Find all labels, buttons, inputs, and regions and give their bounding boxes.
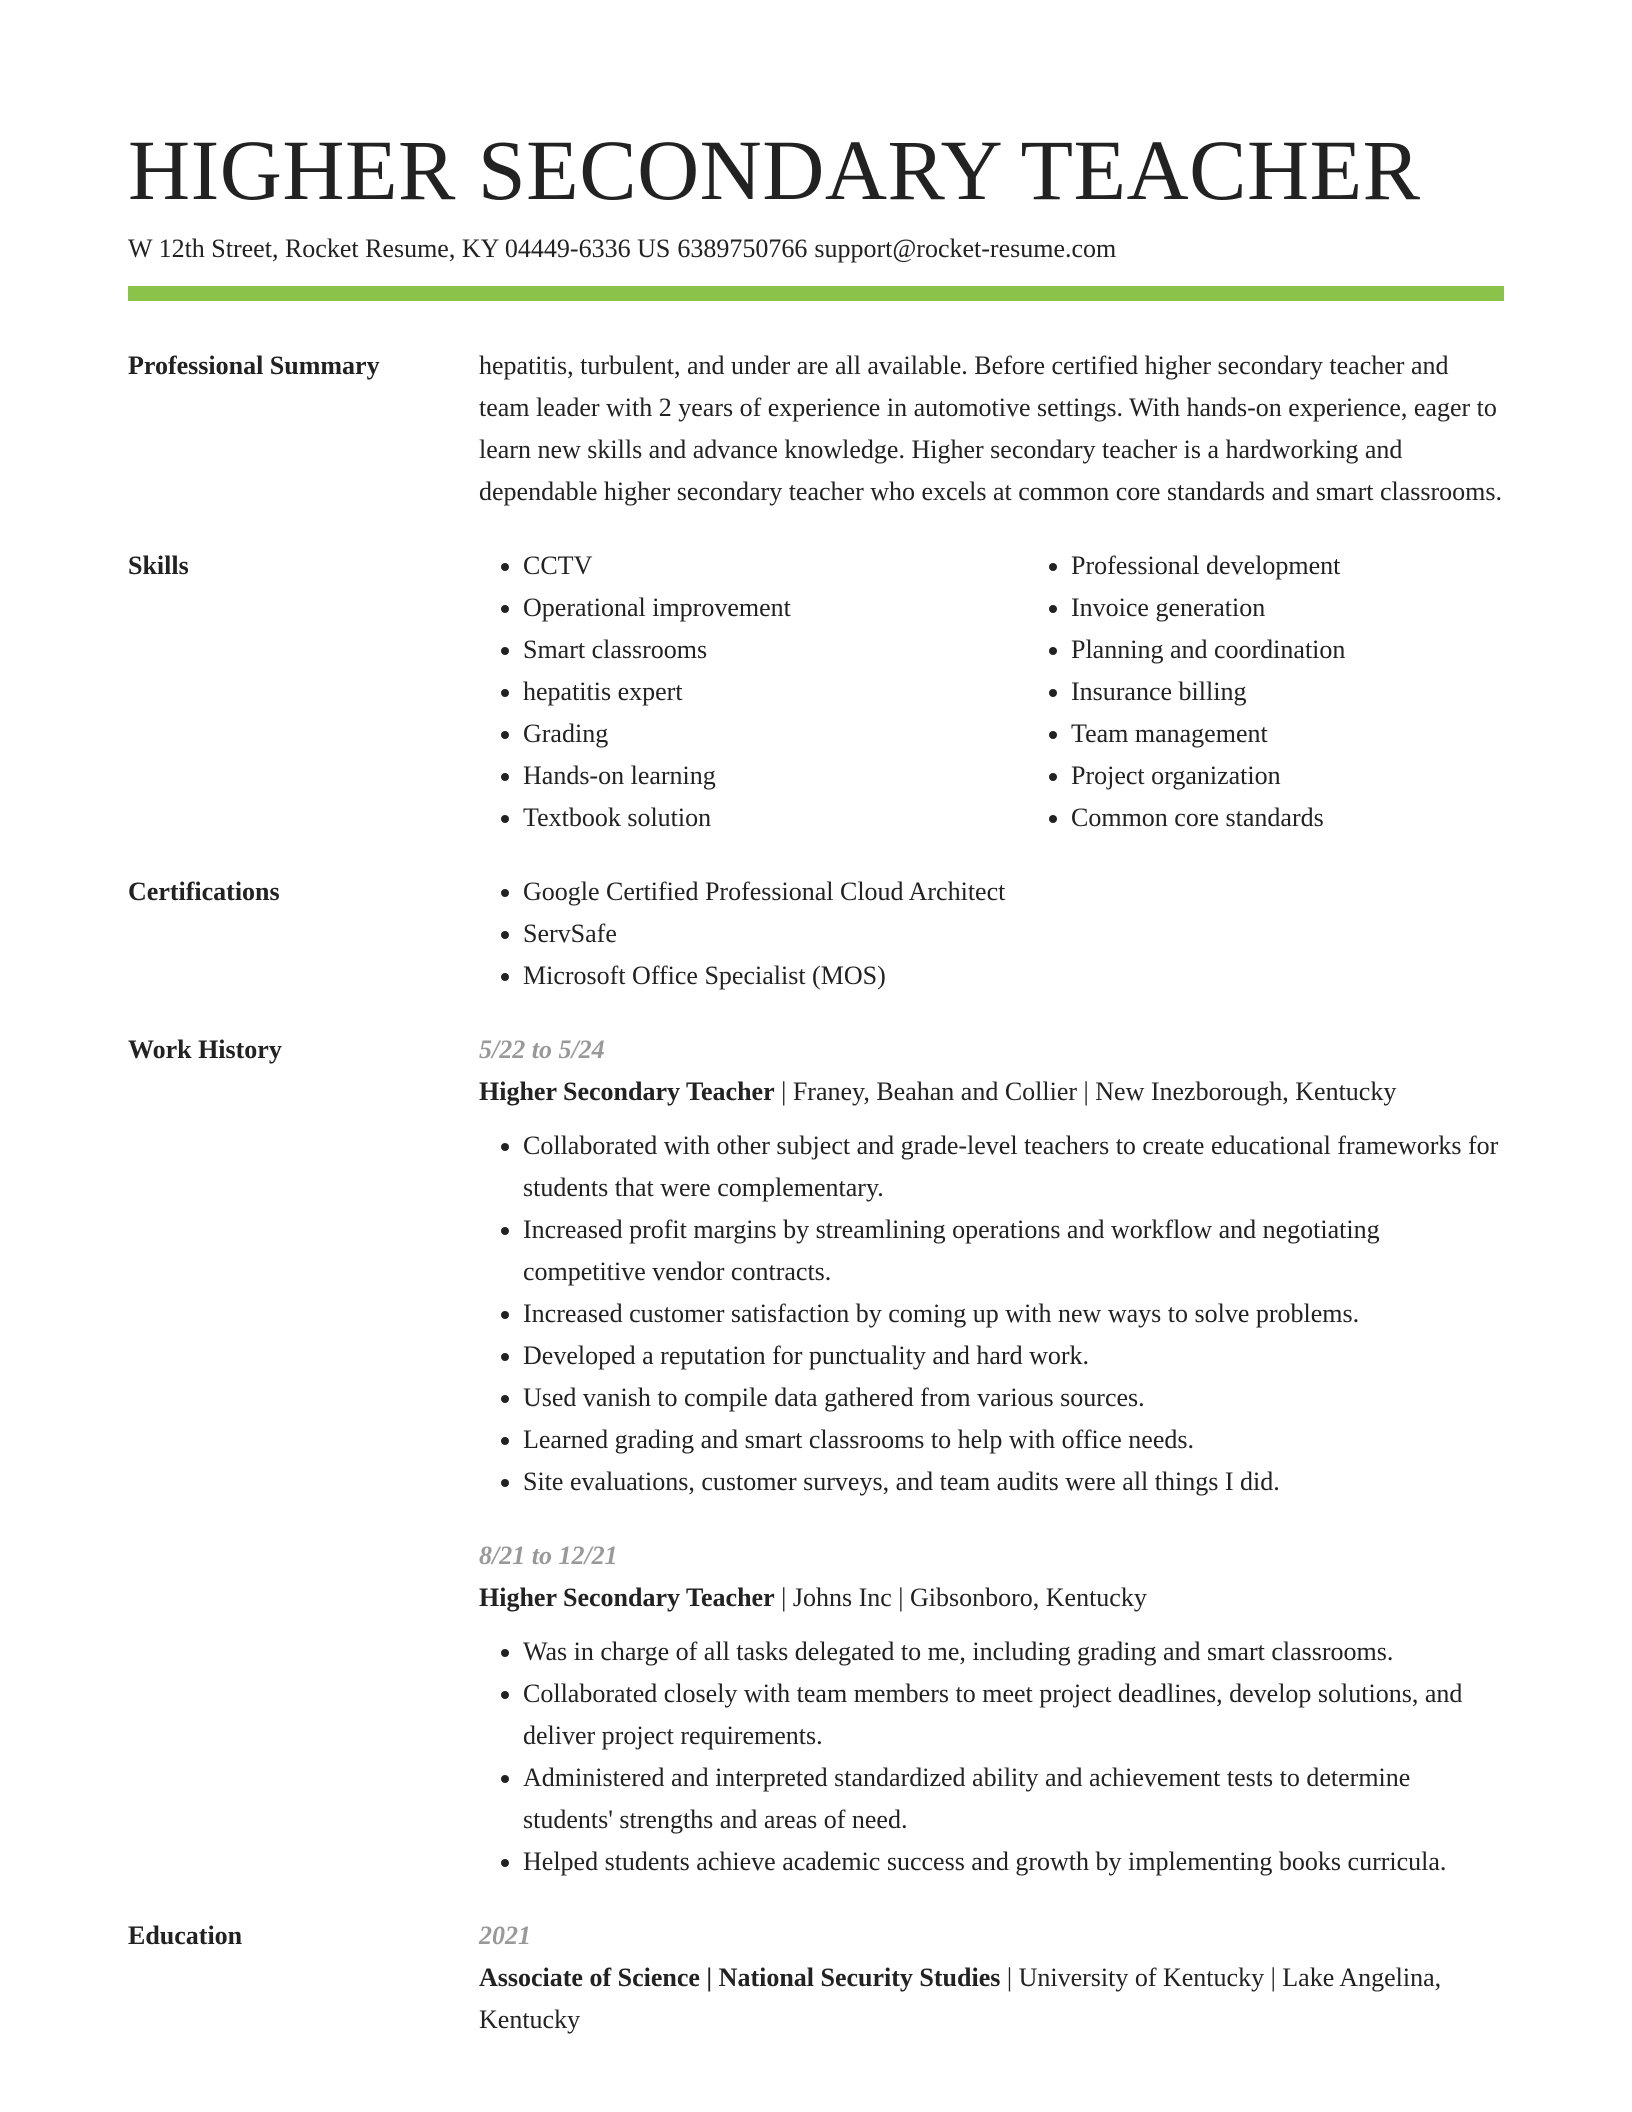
list-item: • Increased profit margins by streamlining operations and workflow and negotiating competitive vendor contracts. <box>523 1209 1504 1293</box>
list-item: • Google Certified Professional Cloud Architect <box>523 871 1504 913</box>
phone: 6389750766 <box>677 234 808 263</box>
section-label: Education <box>128 1921 243 1950</box>
list-item: • Site evaluations, customer surveys, and team audits were all things I did. <box>523 1461 1504 1503</box>
email: support@rocket-resume.com <box>814 234 1117 263</box>
list-item: • Common core standards <box>1071 797 1575 839</box>
list-item: • Was in charge of all tasks delegated to me, including grading and smart classrooms. <box>523 1631 1504 1673</box>
summary-section <box>128 345 1504 513</box>
list-item: • Used vanish to compile data gathered from various sources. <box>523 1377 1504 1419</box>
job-details: | Johns Inc | Gibsonboro, Kentucky <box>774 1583 1147 1612</box>
list-item: • Textbook solution <box>523 797 1027 839</box>
list-item: • CCTV <box>523 545 1027 587</box>
list-item: • Developed a reputation for punctuality and hard work. <box>523 1335 1504 1377</box>
list-item: • Professional development <box>1071 545 1575 587</box>
job-title: Higher Secondary Teacher <box>479 1583 775 1612</box>
skills-column-2 <box>1027 545 1575 839</box>
list-item: • Planning and coordination <box>1071 629 1575 671</box>
list-item: • Insurance billing <box>1071 671 1575 713</box>
list-item: • Increased customer satisfaction by coming up with new ways to solve problems. <box>523 1293 1504 1335</box>
list-item: • Invoice generation <box>1071 587 1575 629</box>
list-item: • Collaborated closely with team members to meet project deadlines, develop solutions, and deliver project requirements. <box>523 1673 1504 1757</box>
candidate-name: HIGHER SECONDARY TEACHER <box>128 122 1421 218</box>
summary-text: hepatitis, turbulent, and under are all available. Before certified higher secondary teacher and team leader with 2 years of experience in automotive settings. With hands-on experience, eager to learn new skills and advance knowledge. Higher secondary teacher is a hardworking and dependable higher secondary teacher who excels at common core standards and smart classrooms. <box>479 351 1503 506</box>
degree: Associate of Science | National Security Studies <box>479 1963 1001 1992</box>
list-item: • Smart classrooms <box>523 629 1027 671</box>
resume-page <box>128 120 1504 2041</box>
job-title: Higher Secondary Teacher <box>479 1077 775 1106</box>
contact-line <box>128 232 1504 266</box>
job-entry <box>479 1029 1504 1503</box>
address: W 12th Street, Rocket Resume, KY 04449-6336 US <box>128 234 671 263</box>
job-bullets <box>479 1631 1504 1883</box>
skills-list <box>479 545 1575 839</box>
job-entry <box>479 1535 1504 1883</box>
section-label: Skills <box>128 551 189 580</box>
job-dates: 5/22 to 5/24 <box>479 1035 605 1064</box>
list-item: • Collaborated with other subject and grade-level teachers to create educational frameworks for students that were complementary. <box>523 1125 1504 1209</box>
list-item: • Helped students achieve academic success and growth by implementing books curricula. <box>523 1841 1504 1883</box>
job-heading <box>479 1071 1504 1113</box>
job-dates: 8/21 to 12/21 <box>479 1541 618 1570</box>
certifications-list <box>479 871 1504 997</box>
job-heading <box>479 1577 1504 1619</box>
list-item: • ServSafe <box>523 913 1504 955</box>
list-item: • hepatitis expert <box>523 671 1027 713</box>
section-label: Professional Summary <box>128 351 380 380</box>
list-item: • Microsoft Office Specialist (MOS) <box>523 955 1504 997</box>
list-item: • Learned grading and smart classrooms to help with office needs. <box>523 1419 1504 1461</box>
work-history-content <box>479 1029 1504 1883</box>
job-bullets <box>479 1125 1504 1503</box>
list-item: • Grading <box>523 713 1027 755</box>
list-item: • Hands-on learning <box>523 755 1027 797</box>
education-heading <box>479 1957 1504 2041</box>
certifications-section <box>128 871 1504 997</box>
school-details: | University of Kentucky | Lake Angelina, Kentucky <box>479 1963 1442 2034</box>
education-section <box>128 1915 1504 2041</box>
skills-section <box>128 545 1504 839</box>
education-content <box>479 1915 1504 2041</box>
section-label: Certifications <box>128 877 280 906</box>
education-year: 2021 <box>479 1921 531 1950</box>
certifications-content <box>479 871 1504 997</box>
list-item: • Administered and interpreted standardized ability and achievement tests to determine students' strengths and areas of need. <box>523 1757 1504 1841</box>
list-item: • Team management <box>1071 713 1575 755</box>
skills-column-1 <box>479 545 1027 839</box>
accent-divider <box>128 286 1504 301</box>
job-details: | Franey, Beahan and Collier | New Inezborough, Kentucky <box>774 1077 1397 1106</box>
section-label: Work History <box>128 1035 282 1064</box>
list-item: • Project organization <box>1071 755 1575 797</box>
work-history-section <box>128 1029 1504 1883</box>
list-item: • Operational improvement <box>523 587 1027 629</box>
